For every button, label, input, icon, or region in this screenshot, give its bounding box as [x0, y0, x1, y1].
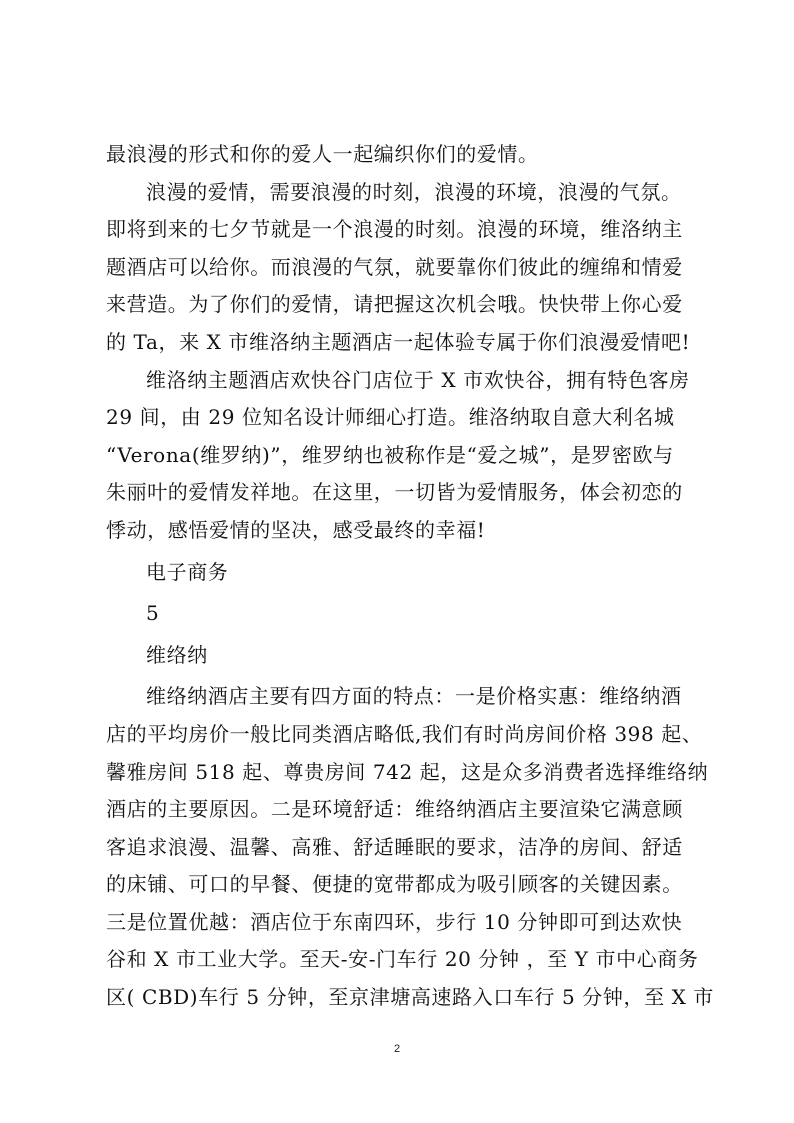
text-line: 维络纳酒店主要有四方面的特点：一是价格实惠：维络纳酒	[146, 684, 682, 709]
paragraph-hotel-location	[106, 362, 696, 550]
text-line: 店的平均房价一般比同类酒店略低,我们有时尚房间价格 398 起、	[106, 721, 703, 746]
text-line: 谷和 X 市工业大学。至天-安-门车行 20 分钟 ，至 Y 市中心商务	[106, 947, 699, 972]
text-line: 悸动，感悟爱情的坚决，感受最终的幸福!	[106, 517, 486, 542]
paragraph-hotel-features	[106, 678, 715, 1016]
text-line: 酒店的主要原因。二是环境舒适：维络纳酒店主要渲染它满意顾	[106, 797, 683, 822]
text-line: 来营造。为了你们的爱情，请把握这次机会哦。快快带上你心爱	[106, 292, 683, 317]
text-line: 题酒店可以给你。而浪漫的气氛，就要靠你们彼此的缠绵和情爱	[106, 254, 683, 279]
text-line: 朱丽叶的爱情发祥地。在这里，一切皆为爱情服务，体会初恋的	[106, 480, 683, 505]
text-line: 馨雅房间 518 起、尊贵房间 742 起，这是众多消费者选择维络纳	[106, 759, 709, 784]
heading-weiluona	[106, 637, 696, 675]
text-line: 浪漫的爱情，需要浪漫的时刻，浪漫的环境，浪漫的气氛。	[146, 179, 682, 204]
page-number: 2	[393, 1043, 401, 1055]
heading-ecommerce	[106, 554, 696, 592]
text-line: 5	[146, 601, 160, 626]
paragraph-romance-intro-end	[106, 136, 696, 174]
text-line: 最浪漫的形式和你的爱人一起编织你们的爱情。	[106, 142, 539, 166]
text-line: 维络纳	[146, 642, 208, 667]
text-line: 29 间，由 29 位知名设计师细心打造。维洛纳取自意大利名城	[106, 405, 675, 430]
text-line: 即将到来的七夕节就是一个浪漫的时刻。浪漫的环境，维洛纳主	[106, 217, 683, 242]
text-line: 区( CBD)车行 5 分钟，至京津塘高速路入口车行 5 分钟，至 X 市	[106, 985, 715, 1010]
heading-number	[106, 595, 696, 633]
text-line: 的床铺、可口的早餐、便捷的宽带都成为吸引顾客的关键因素。	[106, 872, 683, 897]
document-body	[106, 136, 715, 1017]
text-line: 电子商务	[146, 559, 229, 584]
text-line: “Verona(维罗纳)”，维罗纳也被称作是“爱之城”，是罗密欧与	[106, 442, 674, 467]
paragraph-romantic-atmosphere	[106, 174, 696, 362]
text-line: 的 Ta，来 X 市维洛纳主题酒店一起体验专属于你们浪漫爱情吧!	[106, 329, 691, 354]
text-line: 维洛纳主题酒店欢快谷门店位于 X 市欢快谷，拥有特色客房	[146, 367, 690, 392]
text-line: 三是位置优越：酒店位于东南四环，步行 10 分钟即可到达欢快	[106, 909, 683, 934]
text-line: 客追求浪漫、温馨、高雅、舒适睡眠的要求，洁净的房间、舒适	[106, 834, 683, 859]
